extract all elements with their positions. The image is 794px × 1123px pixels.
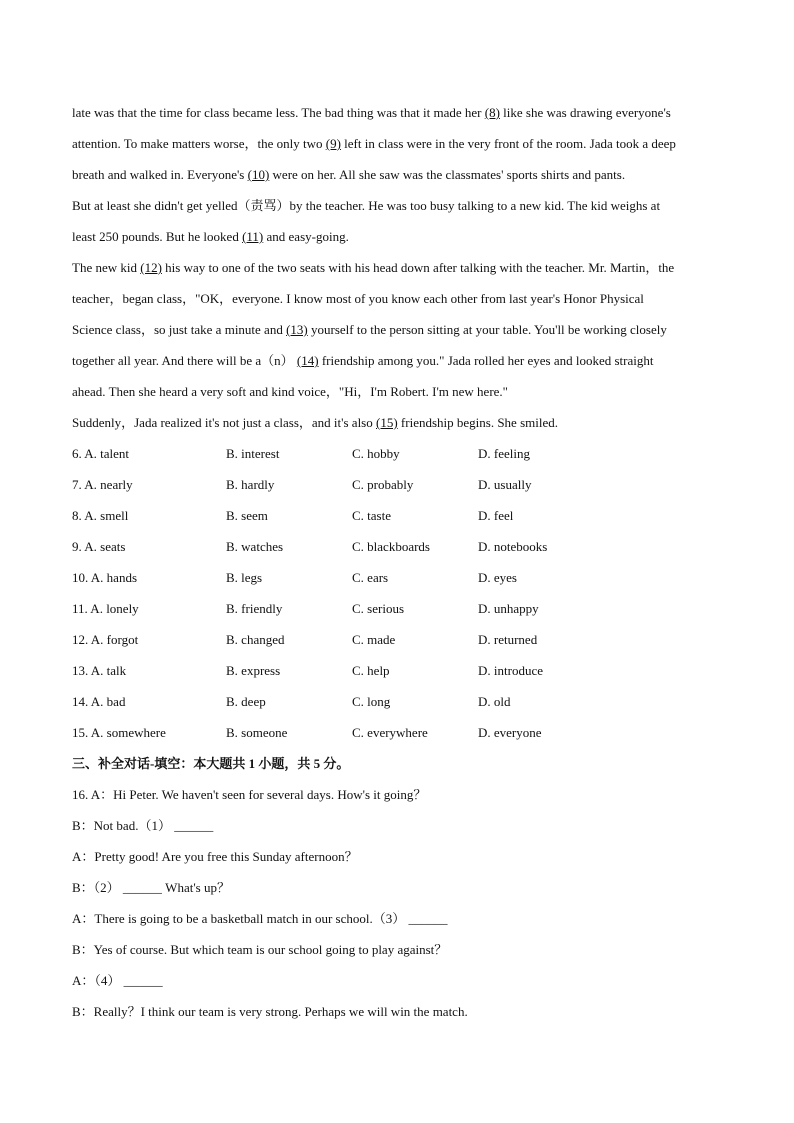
option-c: C. ears <box>352 570 389 585</box>
blank-number: (8) <box>484 105 500 120</box>
option-d: D. everyone <box>478 725 542 740</box>
blank-number: (11) <box>242 229 264 244</box>
text: teacher，began class，"OK，everyone. I know most of you know each other from last year's Honor Physical <box>72 291 644 306</box>
text: A：Pretty good! Are you free this Sunday afternoon？ <box>72 849 358 864</box>
dialogue-line <box>72 816 722 847</box>
passage-line <box>72 103 722 134</box>
text: B：Yes of course. But which team is our school going to play against？ <box>72 942 448 957</box>
option-d: D. notebooks <box>478 539 548 554</box>
option-a: 6. A. talent <box>72 446 130 461</box>
text: together all year. And there will be a（n） <box>72 353 297 368</box>
option-a: 13. A. talk <box>72 663 127 678</box>
option-a: 11. A. lonely <box>72 601 139 616</box>
passage-line <box>72 258 722 289</box>
option-a: 12. A. forgot <box>72 632 139 647</box>
passage-line <box>72 413 722 444</box>
blank-number: (12) <box>140 260 162 275</box>
option-c: C. everywhere <box>352 725 428 740</box>
blank-number: (15) <box>376 415 398 430</box>
answer-blank[interactable]: ______ <box>123 973 163 988</box>
text: What's up？ <box>161 880 230 895</box>
option-b: B. changed <box>226 632 285 647</box>
option-d: D. feeling <box>478 446 530 461</box>
option-b: B. legs <box>226 570 263 585</box>
question-options <box>72 444 722 754</box>
option-c: C. serious <box>352 601 404 616</box>
option-c: C. taste <box>352 508 391 523</box>
answer-blank[interactable]: ______ <box>174 818 214 833</box>
blank-number: (10) <box>247 167 270 182</box>
option-a: 15. A. somewhere <box>72 725 166 740</box>
option-b: B. interest <box>226 446 280 461</box>
passage-line <box>72 351 722 382</box>
dialogue-line <box>72 878 722 909</box>
passage-line <box>72 227 722 258</box>
text: like she was drawing everyone's <box>499 105 671 120</box>
text: But at least she didn't get yelled（责骂）by the teacher. He was too busy talking to a new kid. The kid weighs at <box>72 198 661 213</box>
text: B：（2） <box>72 880 120 895</box>
text: and easy-going. <box>263 229 349 244</box>
question-row <box>72 568 722 599</box>
option-d: D. feel <box>478 508 514 523</box>
text: yourself to the person sitting at your table. You'll be working closely <box>307 322 667 337</box>
answer-blank[interactable]: ______ <box>408 911 448 926</box>
option-b: B. friendly <box>226 601 283 616</box>
text: B：Not bad.（1） <box>72 818 171 833</box>
text: his way to one of the two seats with his head down after talking with the teacher. Mr. Martin，the <box>161 260 675 275</box>
option-c: C. blackboards <box>352 539 430 554</box>
option-c: C. made <box>352 632 396 647</box>
text: breath and walked in. Everyone's <box>72 167 248 182</box>
question-row <box>72 506 722 537</box>
text: Suddenly，Jada realized it's not just a class，and it's also <box>72 415 376 430</box>
dialogue-line <box>72 971 722 1002</box>
option-a: 7. A. nearly <box>72 477 133 492</box>
text: friendship among you." Jada rolled her eyes and looked straight <box>318 353 654 368</box>
text: A：There is going to be a basketball match in our school.（3） <box>72 911 406 926</box>
text: A：（4） <box>72 973 121 988</box>
passage-line <box>72 196 722 227</box>
option-d: D. eyes <box>478 570 517 585</box>
option-b: B. hardly <box>226 477 275 492</box>
blank-number: (14) <box>296 353 319 368</box>
text: were on her. All she saw was the classmates' sports shirts and pants. <box>269 167 626 182</box>
text: Science class，so just take a minute and <box>72 322 287 337</box>
reading-passage <box>72 103 722 444</box>
passage-line <box>72 134 722 165</box>
text: attention. To make matters worse，the only two <box>72 136 326 151</box>
option-d: D. returned <box>478 632 538 647</box>
text: least 250 pounds. But he looked <box>72 229 243 244</box>
passage-line <box>72 165 722 196</box>
option-d: D. usually <box>478 477 532 492</box>
dialogue-line <box>72 940 722 971</box>
text: left in class were in the very front of the room. Jada took a deep <box>340 136 676 151</box>
dialogue-line <box>72 1002 722 1033</box>
question-row <box>72 661 722 692</box>
passage-line <box>72 289 722 320</box>
question-row <box>72 723 722 754</box>
question-row <box>72 444 722 475</box>
option-b: B. watches <box>226 539 284 554</box>
option-c: C. probably <box>352 477 414 492</box>
option-c: C. hobby <box>352 446 400 461</box>
text: ahead. Then she heard a very soft and kind voice，"Hi，I'm Robert. I'm new here." <box>72 384 508 399</box>
passage-line <box>72 382 722 413</box>
question-row <box>72 537 722 568</box>
document-page <box>72 103 722 1033</box>
section-heading: 三、补全对话-填空：本大题共 1 小题，共 5 分。 <box>72 756 350 771</box>
option-b: B. deep <box>226 694 266 709</box>
text: B：Really？I think our team is very strong. Perhaps we will win the match. <box>72 1004 468 1019</box>
option-a: 9. A. seats <box>72 539 126 554</box>
option-d: D. unhappy <box>478 601 539 616</box>
text: late was that the time for class became less. The bad thing was that it made her <box>72 105 485 120</box>
question-row <box>72 475 722 506</box>
dialogue <box>72 785 722 1033</box>
answer-blank[interactable]: ______ <box>122 880 162 895</box>
dialogue-line <box>72 909 722 940</box>
text: friendship begins. She smiled. <box>397 415 558 430</box>
option-c: C. help <box>352 663 390 678</box>
option-a: 8. A. smell <box>72 508 129 523</box>
option-c: C. long <box>352 694 391 709</box>
text: 16. A：Hi Peter. We haven't seen for several days. How's it going？ <box>72 787 427 802</box>
blank-number: (13) <box>286 322 308 337</box>
option-b: B. seem <box>226 508 268 523</box>
dialogue-line <box>72 847 722 878</box>
blank-number: (9) <box>325 136 341 151</box>
option-b: B. express <box>226 663 281 678</box>
option-b: B. someone <box>226 725 288 740</box>
question-row <box>72 599 722 630</box>
passage-line <box>72 320 722 351</box>
option-d: D. introduce <box>478 663 543 678</box>
option-d: D. old <box>478 694 511 709</box>
option-a: 14. A. bad <box>72 694 126 709</box>
question-row <box>72 692 722 723</box>
question-row <box>72 630 722 661</box>
option-a: 10. A. hands <box>72 570 137 585</box>
dialogue-line <box>72 785 722 816</box>
text: The new kid <box>72 260 141 275</box>
